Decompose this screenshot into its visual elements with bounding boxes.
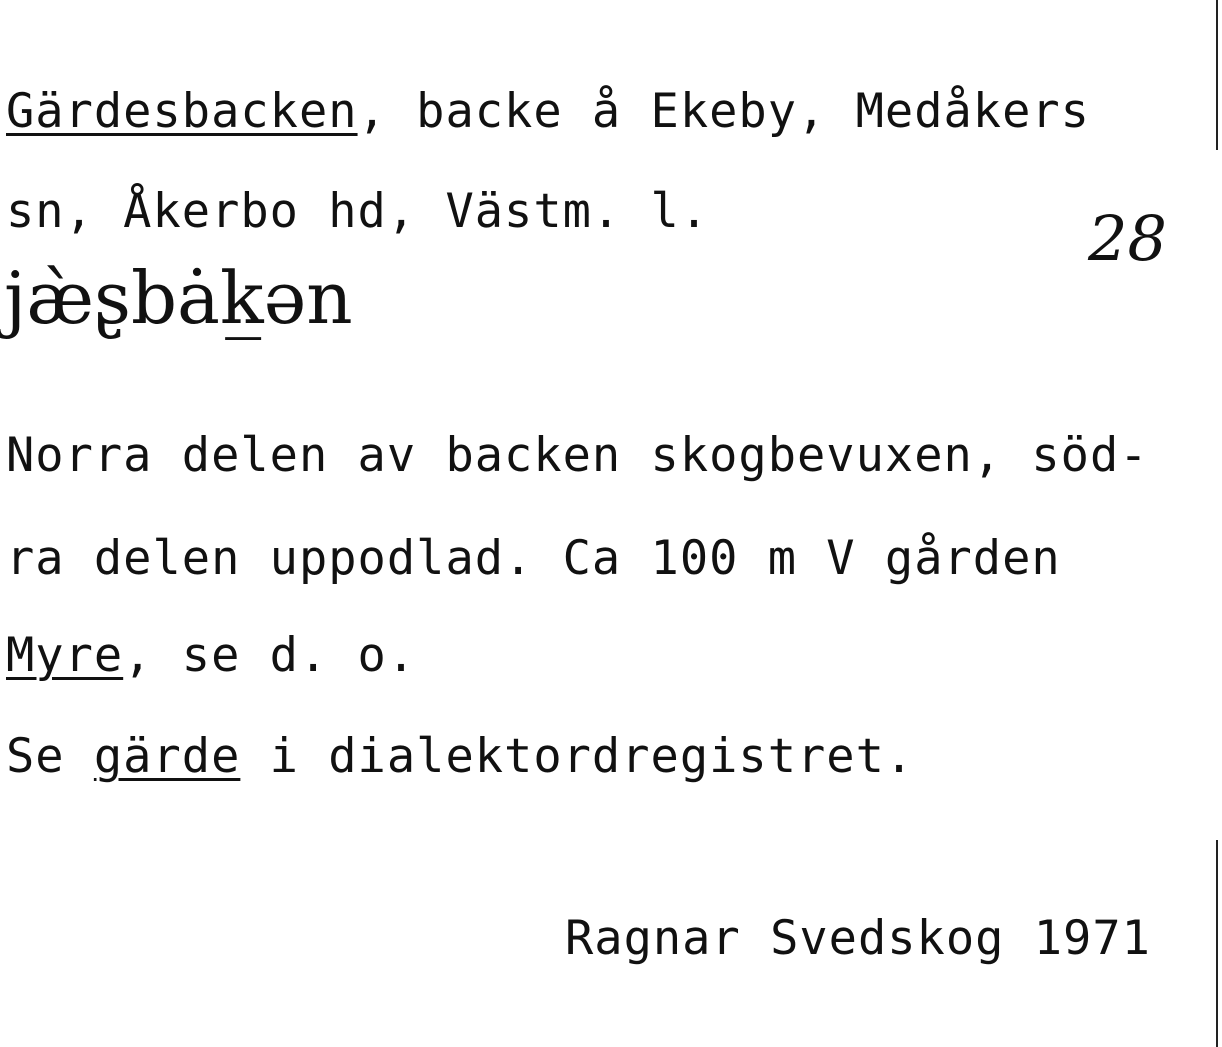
see-word: gärde [93, 729, 241, 784]
description-line-1: Norra delen av backen skogbevuxen, söd- [6, 428, 1149, 483]
title-line [6, 84, 1090, 139]
reference-line [6, 628, 417, 683]
description-line-2: ra delen uppodlad. Ca 100 m V gården [6, 531, 1061, 586]
edge-scan-mark-top [1216, 0, 1218, 150]
phonetic-transcription: jæ̀ʂbȧk̲ən [4, 256, 353, 340]
reference-word: Myre [6, 628, 124, 683]
location-line: sn, Åkerbo hd, Västm. l. [6, 184, 710, 239]
headword: Gärdesbacken [6, 84, 358, 139]
handwritten-number: 28 [1088, 202, 1167, 275]
see-also-line [6, 729, 915, 784]
title-line-rest: , backe å Ekeby, Medåkers [357, 84, 1090, 139]
edge-scan-mark-bottom [1216, 840, 1218, 1047]
see-prefix: Se [6, 729, 94, 784]
signature: Ragnar Svedskog 1971 [565, 911, 1151, 966]
reference-rest: , se d. o. [123, 628, 417, 683]
see-rest: i dialektordregistret. [240, 729, 915, 784]
